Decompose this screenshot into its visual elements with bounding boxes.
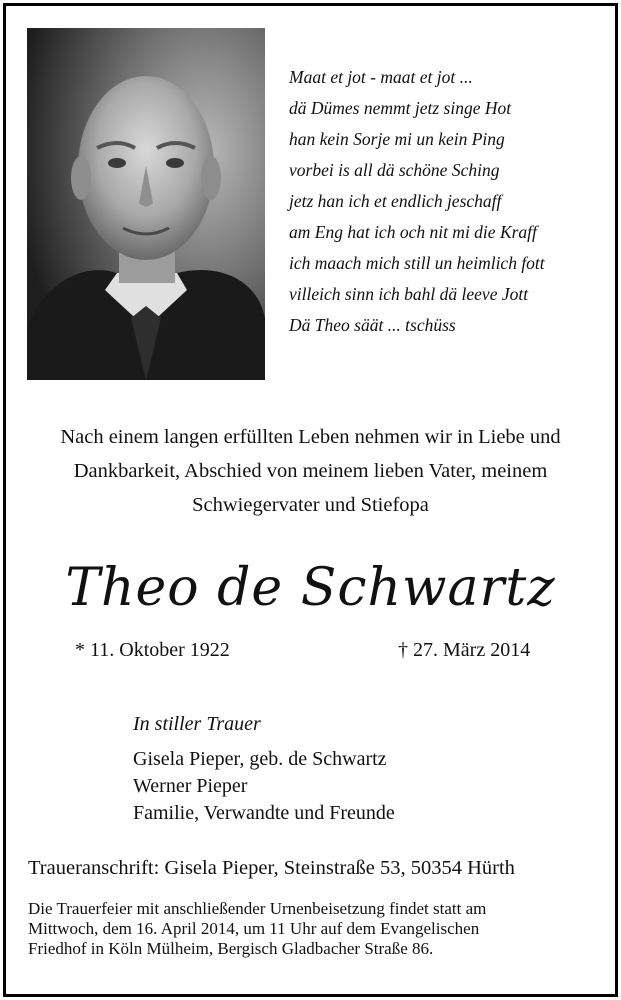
mourner-name: Familie, Verwandte und Freunde — [133, 802, 395, 824]
poem-line: dä Dümes nemmt jetz singe Hot — [289, 98, 512, 118]
poem — [289, 62, 545, 341]
mourners-section — [133, 710, 395, 827]
ceremony-info — [28, 899, 608, 959]
birth-date: * 11. Oktober 1922 — [75, 639, 230, 661]
poem-line: han kein Sorje mi un kein Ping — [289, 129, 505, 149]
poem-line: jetz han ich et endlich jeschaff — [289, 191, 502, 211]
intro-line: Nach einem langen erfüllten Leben nehmen wir in Liebe und — [60, 426, 561, 448]
poem-line: Dä Theo säät ... tschüss — [289, 315, 456, 335]
mourning-address: Traueranschrift: Gisela Pieper, Steinstraße 53, 50354 Hürth — [28, 857, 515, 879]
mourner-name: Gisela Pieper, geb. de Schwartz — [133, 748, 387, 770]
intro-text — [6, 420, 615, 522]
poem-line: villeich sinn ich bahl dä leeve Jott — [289, 284, 529, 304]
ceremony-line: Friedhof in Köln Mülheim, Bergisch Gladbacher Straße 86. — [28, 939, 434, 958]
deceased-name: Theo de Schwartz — [65, 558, 556, 618]
ceremony-line: Mittwoch, dem 16. April 2014, um 11 Uhr auf dem Evangelischen — [28, 919, 480, 938]
intro-line: Dankbarkeit, Abschied von meinem lieben Vater, meinem — [73, 460, 548, 482]
portrait-photo — [27, 28, 265, 380]
poem-line: Maat et jot - maat et jot ... — [289, 67, 473, 87]
death-date: † 27. März 2014 — [398, 639, 531, 661]
obituary-notice — [3, 3, 618, 997]
poem-line: ich maach mich still un heimlich fott — [289, 253, 545, 273]
ceremony-line: Die Trauerfeier mit anschließender Urnenbeisetzung findet statt am — [28, 899, 487, 918]
mourner-name: Werner Pieper — [133, 775, 248, 797]
mourning-heading: In stiller Trauer — [133, 713, 261, 735]
intro-line: Schwiegervater und Stiefopa — [192, 494, 429, 516]
poem-line: am Eng hat ich och nit mi die Kraff — [289, 222, 537, 242]
poem-line: vorbei is all dä schöne Sching — [289, 160, 500, 180]
